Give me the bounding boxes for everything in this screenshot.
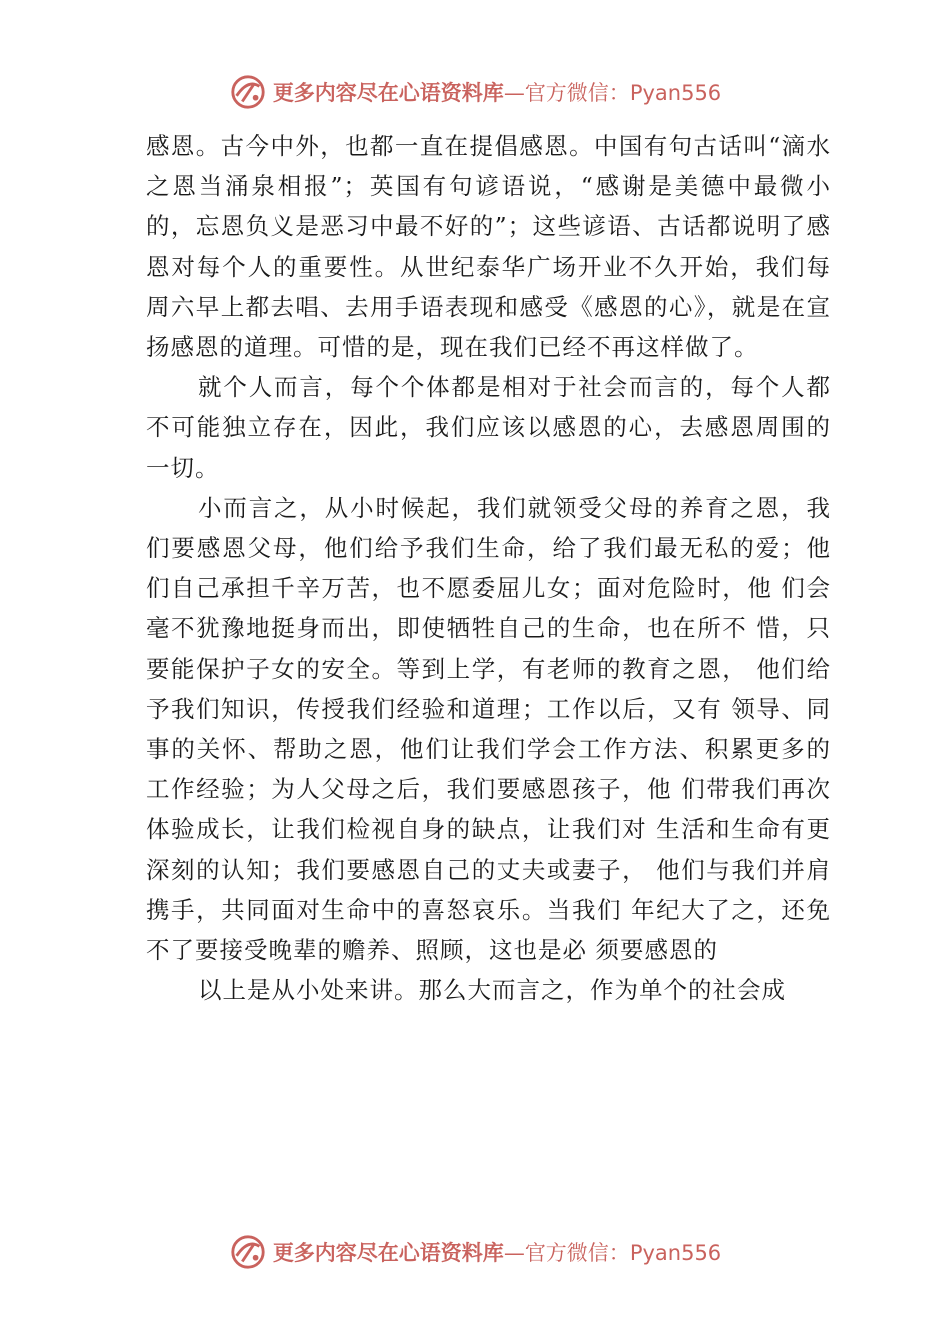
paragraph-1: 感恩。古今中外，也都一直在提倡感恩。中国有句古话叫“滴水之恩当涌泉相报”；英国有句谚语说，“感谢是美德中最微小的，忘恩负义是恶习中最不好的”；这些谚语、古话都说明了感恩对每个人的重要性。从世纪泰华广场开业不久开始，我们每周六早上都去唱、去用手语表现和感受《感恩的心》，就是在宣扬感恩的道理。可惜的是，现在我们已经不再这样做了。 [146, 132, 831, 362]
footer-brand: 更多内容尽在心语资料库 [272, 1241, 504, 1265]
footer-separator: — [503, 1241, 525, 1265]
header-contact-label: 官方微信： [524, 81, 630, 105]
document-body [146, 126, 831, 1010]
footer-text [273, 1237, 721, 1267]
header-contact-id: Pyan556 [629, 81, 722, 105]
footer-banner [0, 1230, 950, 1274]
paragraph-3: 小而言之，从小时候起，我们就领受父母的养育之恩，我们要感恩父母，他们给予我们生命，给了我们最无私的爱；他们自己承担千辛万苦，也不愿委屈儿女；面对危险时，他 们会毫不犹豫地挺身而出，即使牺牲自己的生命，也在所不 惜，只要能保护子女的安全。等到上学，有老师的教育之恩， 他们给予我们知识，传授我们经验和道理；工作以后，又有 领导、同事的关怀、帮助之恩，他们让我们学会工作方法、积累更多的工作经验；为人父母之后，我们要感恩孩子，他 们带我们再次体验成长，让我们检视自身的缺点，让我们对 生活和生命有更深刻的认知；我们要感恩自己的丈夫或妻子， 他们与我们并肩携手，共同面对生命中的喜怒哀乐。当我们 年纪大了之，还免不了要接受晚辈的赡养、照顾，这也是必 须要感恩的 [146, 493, 831, 965]
paragraph-2: 就个人而言，每个个体都是相对于社会而言的，每个人都不可能独立存在，因此，我们应该以感恩的心，去感恩周围的一切。 [146, 373, 831, 482]
brand-logo-icon [229, 1233, 267, 1271]
header-banner [0, 70, 950, 114]
footer-contact-id: Pyan556 [629, 1241, 722, 1265]
brand-logo-icon [229, 73, 267, 111]
footer-contact-label: 官方微信： [524, 1241, 630, 1265]
paragraph-4: 以上是从小处来讲。那么大而言之，作为单个的社会成 [198, 976, 786, 1005]
header-separator: — [503, 81, 525, 105]
header-brand: 更多内容尽在心语资料库 [272, 81, 504, 105]
header-text [273, 77, 721, 107]
